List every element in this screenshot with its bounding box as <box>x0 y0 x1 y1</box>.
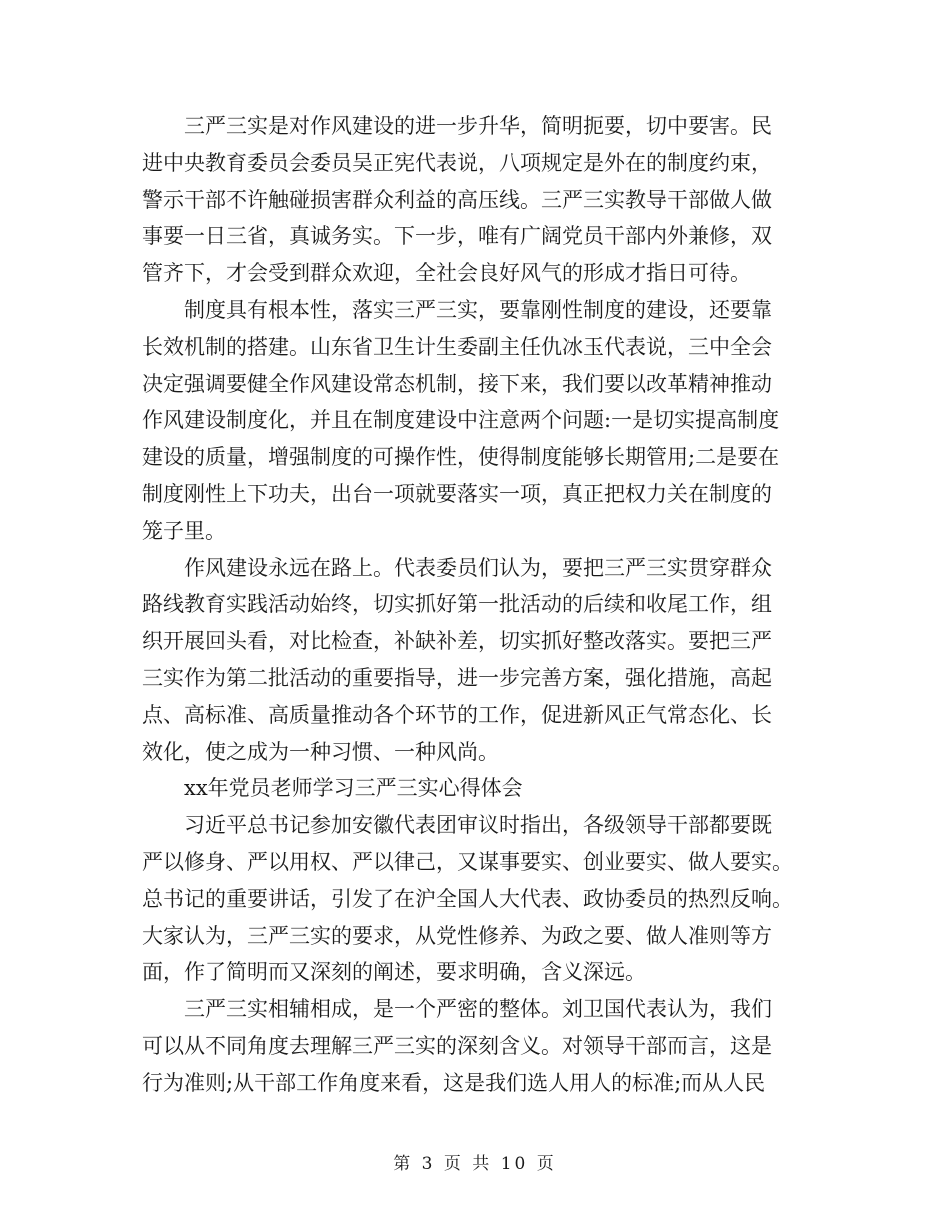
paragraph-3 <box>142 550 812 771</box>
text-line: 管齐下，才会受到群众欢迎，全社会良好风气的形成才指日可待。 <box>142 261 751 286</box>
section-heading <box>142 770 812 807</box>
paragraph-5 <box>142 807 812 991</box>
text-line: 警示干部不许触碰损害群众利益的高压线。三严三实教导干部做人做 <box>142 187 772 212</box>
text-line: 制度具有根本性，落实三严三实，要靠刚性制度的建设，还要靠 <box>184 297 772 322</box>
text-line: 行为准则;从干部工作角度来看，这是我们选人用人的标准;而从人民 <box>142 1070 766 1095</box>
text-line: 事要一日三省，真诚务实。下一步，唯有广阔党员干部内外兼修，双 <box>142 224 772 249</box>
text-line: 可以从不同角度去理解三严三实的深刻含义。对领导干部而言，这是 <box>142 1033 772 1058</box>
text-line: 长效机制的搭建。山东省卫生计生委副主任仇冰玉代表说，三中全会 <box>142 334 772 359</box>
text-line: 三严三实是对作风建设的进一步升华，简明扼要，切中要害。民 <box>184 114 772 138</box>
text-line: 习近平总书记参加安徽代表团审议时指出，各级领导干部都要既 <box>184 813 772 838</box>
text-line: 笼子里。 <box>142 518 226 543</box>
text-line: 面，作了简明而又深刻的阐述，要求明确，含义深远。 <box>142 960 646 985</box>
text-line: 大家认为，三严三实的要求，从党性修养、为政之要、做人准则等方 <box>142 923 772 948</box>
paragraph-1 <box>142 108 812 292</box>
page-number-footer: 第 3 页 共 10 页 <box>393 1154 557 1174</box>
heading-text: xx年党员老师学习三严三实心得体会 <box>184 776 523 801</box>
text-line: 路线教育实践活动始终，切实抓好第一批活动的后续和收尾工作，组 <box>142 592 772 617</box>
text-line: 织开展回头看，对比检查，补缺补差，切实抓好整改落实。要把三严 <box>142 629 772 654</box>
text-line: 点、高标准、高质量推动各个环节的工作，促进新风正气常态化、长 <box>142 702 772 727</box>
text-line: 三实作为第二批活动的重要指导，进一步完善方案，强化措施，高起 <box>142 665 772 690</box>
paragraph-2 <box>142 292 812 550</box>
paragraph-6 <box>142 991 812 1101</box>
text-line: 作风建设永远在路上。代表委员们认为，要把三严三实贯穿群众 <box>184 555 772 580</box>
text-line: 总书记的重要讲话，引发了在沪全国人大代表、政协委员的热烈反响。 <box>142 886 793 911</box>
text-line: 决定强调要健全作风建设常态机制，接下来，我们要以改革精神推动 <box>142 371 772 396</box>
text-line: 三严三实相辅相成，是一个严密的整体。刘卫国代表认为，我们 <box>184 997 772 1022</box>
text-line: 进中央教育委员会委员吴正宪代表说，八项规定是外在的制度约束， <box>142 150 772 175</box>
text-line: 制度刚性上下功夫，出台一项就要落实一项，真正把权力关在制度的 <box>142 481 772 506</box>
document-body <box>142 108 812 1102</box>
text-line: 效化，使之成为一种习惯、一种风尚。 <box>142 739 499 764</box>
text-line: 作风建设制度化，并且在制度建设中注意两个问题:一是切实提高制度 <box>142 408 780 433</box>
text-line: 建设的质量，增强制度的可操作性，使得制度能够长期管用;二是要在 <box>142 445 780 470</box>
text-line: 严以修身、严以用权、严以律己，又谋事要实、创业要实、做人要实。 <box>142 849 793 874</box>
